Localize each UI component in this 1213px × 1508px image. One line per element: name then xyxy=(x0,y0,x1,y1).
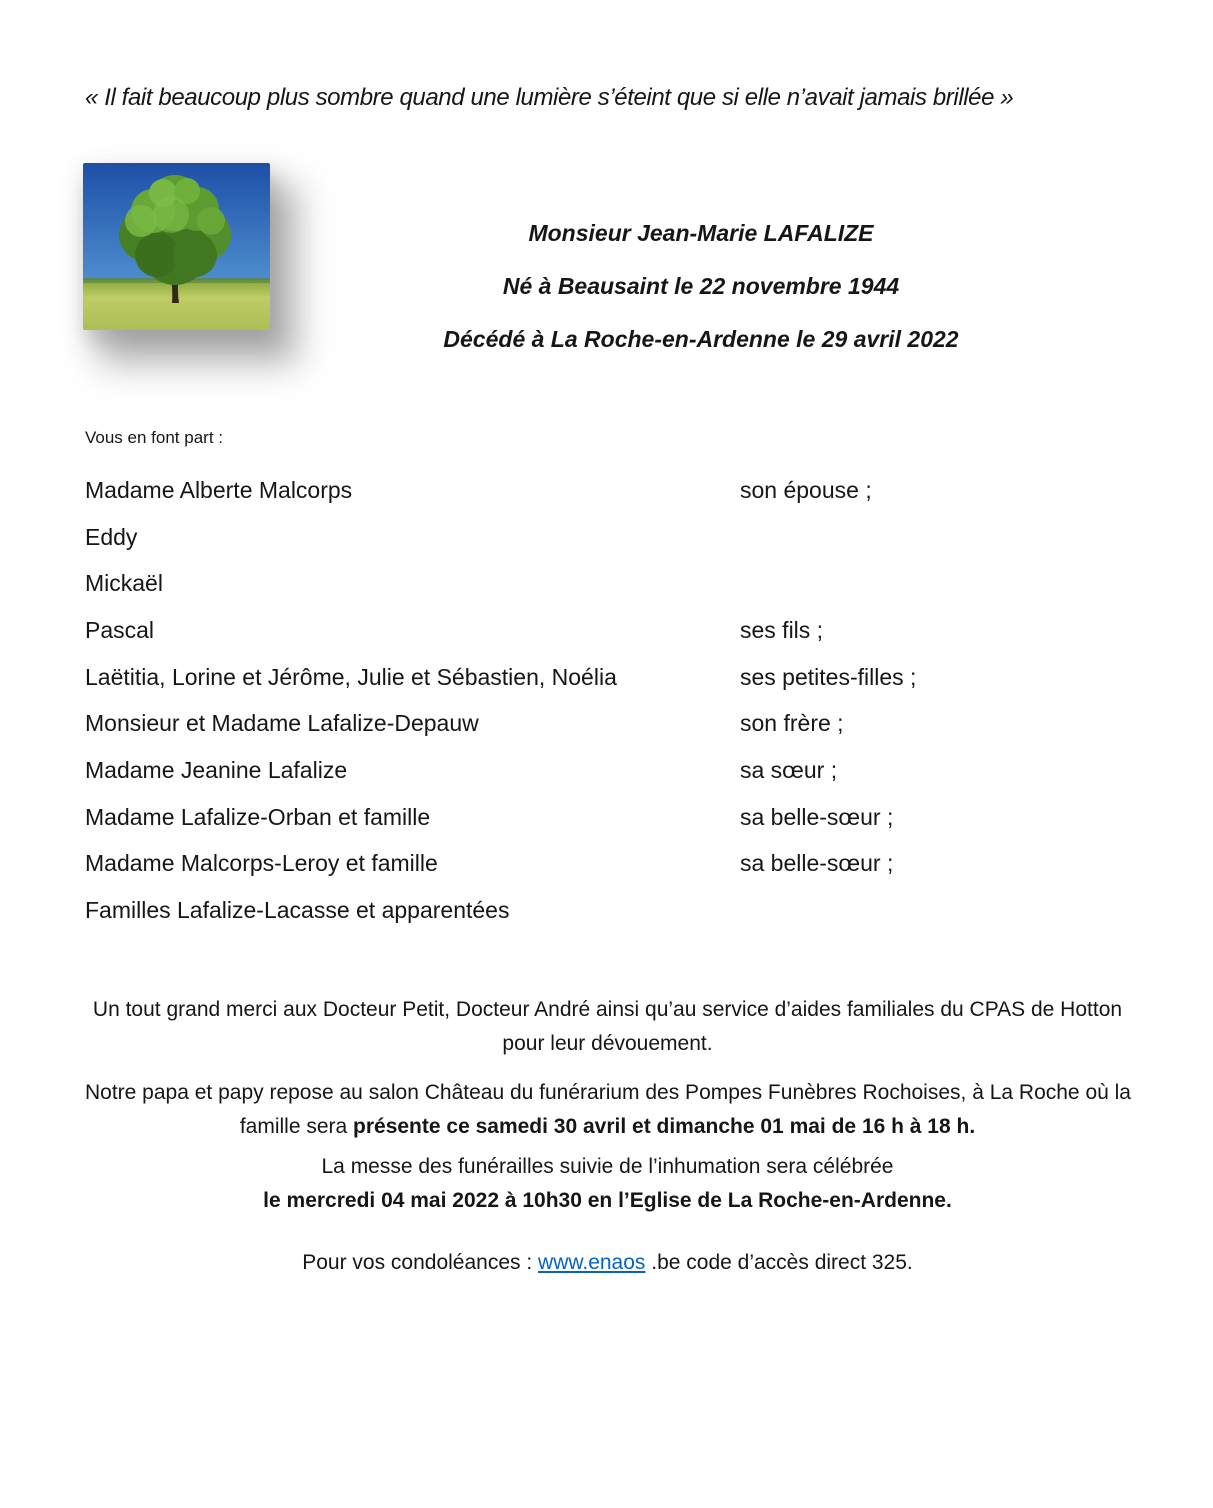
family-member-relation: sa belle-sœur ; xyxy=(740,850,894,877)
visitation-line-1: Notre papa et papy repose au salon Château du funérarium des Pompes Funèbres Rochoises, à La Roche où la xyxy=(85,1081,1131,1104)
family-member-name: Monsieur et Madame Lafalize-Depauw xyxy=(85,710,479,737)
family-member-name: Madame Jeanine Lafalize xyxy=(85,756,348,783)
family-row xyxy=(85,654,1145,701)
thanks-line-1: Un tout grand merci aux Docteur Petit, Docteur André ainsi qu’au service d’aides familiales du CPAS de Hotton xyxy=(92,998,1123,1021)
deceased-name: Monsieur Jean-Marie LAFALIZE xyxy=(528,220,874,246)
visitation-paragraph xyxy=(85,1076,1130,1144)
family-member-name: Pascal xyxy=(85,616,155,643)
visitation-line-2 xyxy=(85,1110,1130,1144)
family-row xyxy=(85,794,1145,841)
family-member-relation: son frère ; xyxy=(740,710,844,737)
family-row xyxy=(85,747,1145,794)
family-member-name: Madame Malcorps-Leroy et famille xyxy=(85,850,438,877)
family-row xyxy=(85,514,1145,561)
funeral-line-2: le mercredi 04 mai 2022 à 10h30 en l’Eglise de La Roche-en-Ardenne. xyxy=(263,1189,952,1212)
family-member-name: Familles Lafalize-Lacasse et apparentées xyxy=(85,897,510,924)
announcement-intro: Vous en font part : xyxy=(85,428,223,447)
family-member-relation: sa sœur ; xyxy=(740,756,838,783)
condolences-suffix: .be code d’accès direct 325. xyxy=(645,1251,913,1274)
family-row xyxy=(85,700,1145,747)
family-member-relation: ses fils ; xyxy=(740,616,824,643)
thanks-paragraph xyxy=(85,993,1130,1061)
family-member-relation: ses petites-filles ; xyxy=(740,663,917,690)
family-member-name: Laëtitia, Lorine et Jérôme, Julie et Sébastien, Noélia xyxy=(85,663,617,690)
birth-line: Né à Beausaint le 22 novembre 1944 xyxy=(502,273,900,299)
family-list xyxy=(85,467,1145,934)
funeral-paragraph xyxy=(85,1150,1130,1218)
family-member-relation: sa belle-sœur ; xyxy=(740,803,894,830)
family-member-relation: son épouse ; xyxy=(740,476,872,503)
enaos-link[interactable]: www.enaos xyxy=(538,1251,646,1274)
family-row xyxy=(85,607,1145,654)
family-row xyxy=(85,467,1145,514)
condolences-prefix: Pour vos condoléances : xyxy=(302,1251,539,1274)
family-member-name: Madame Alberte Malcorps xyxy=(85,476,353,503)
death-line: Décédé à La Roche-en-Ardenne le 29 avril 2022 xyxy=(443,326,959,352)
funeral-line-1: La messe des funérailles suivie de l’inhumation sera célébrée xyxy=(321,1155,894,1178)
tree-image xyxy=(83,163,270,330)
memorial-quote: « Il fait beaucoup plus sombre quand une lumière s’éteint que si elle n’avait jamais brillée » xyxy=(85,84,1014,111)
family-row xyxy=(85,887,1145,934)
condolences-paragraph xyxy=(85,1246,1130,1280)
tree-photo xyxy=(83,163,270,330)
family-member-name: Eddy xyxy=(85,523,138,550)
family-member-name: Madame Lafalize-Orban et famille xyxy=(85,803,431,830)
family-row xyxy=(85,841,1145,888)
family-member-name: Mickaël xyxy=(85,570,163,597)
visitation-line-2-bold: présente ce samedi 30 avril et dimanche 01 mai de 16 h à 18 h. xyxy=(353,1115,976,1138)
deceased-header xyxy=(272,218,1130,377)
family-row xyxy=(85,560,1145,607)
visitation-line-2-normal: famille sera xyxy=(239,1115,354,1138)
thanks-line-2: pour leur dévouement. xyxy=(502,1032,713,1055)
condolences-line xyxy=(85,1246,1130,1280)
